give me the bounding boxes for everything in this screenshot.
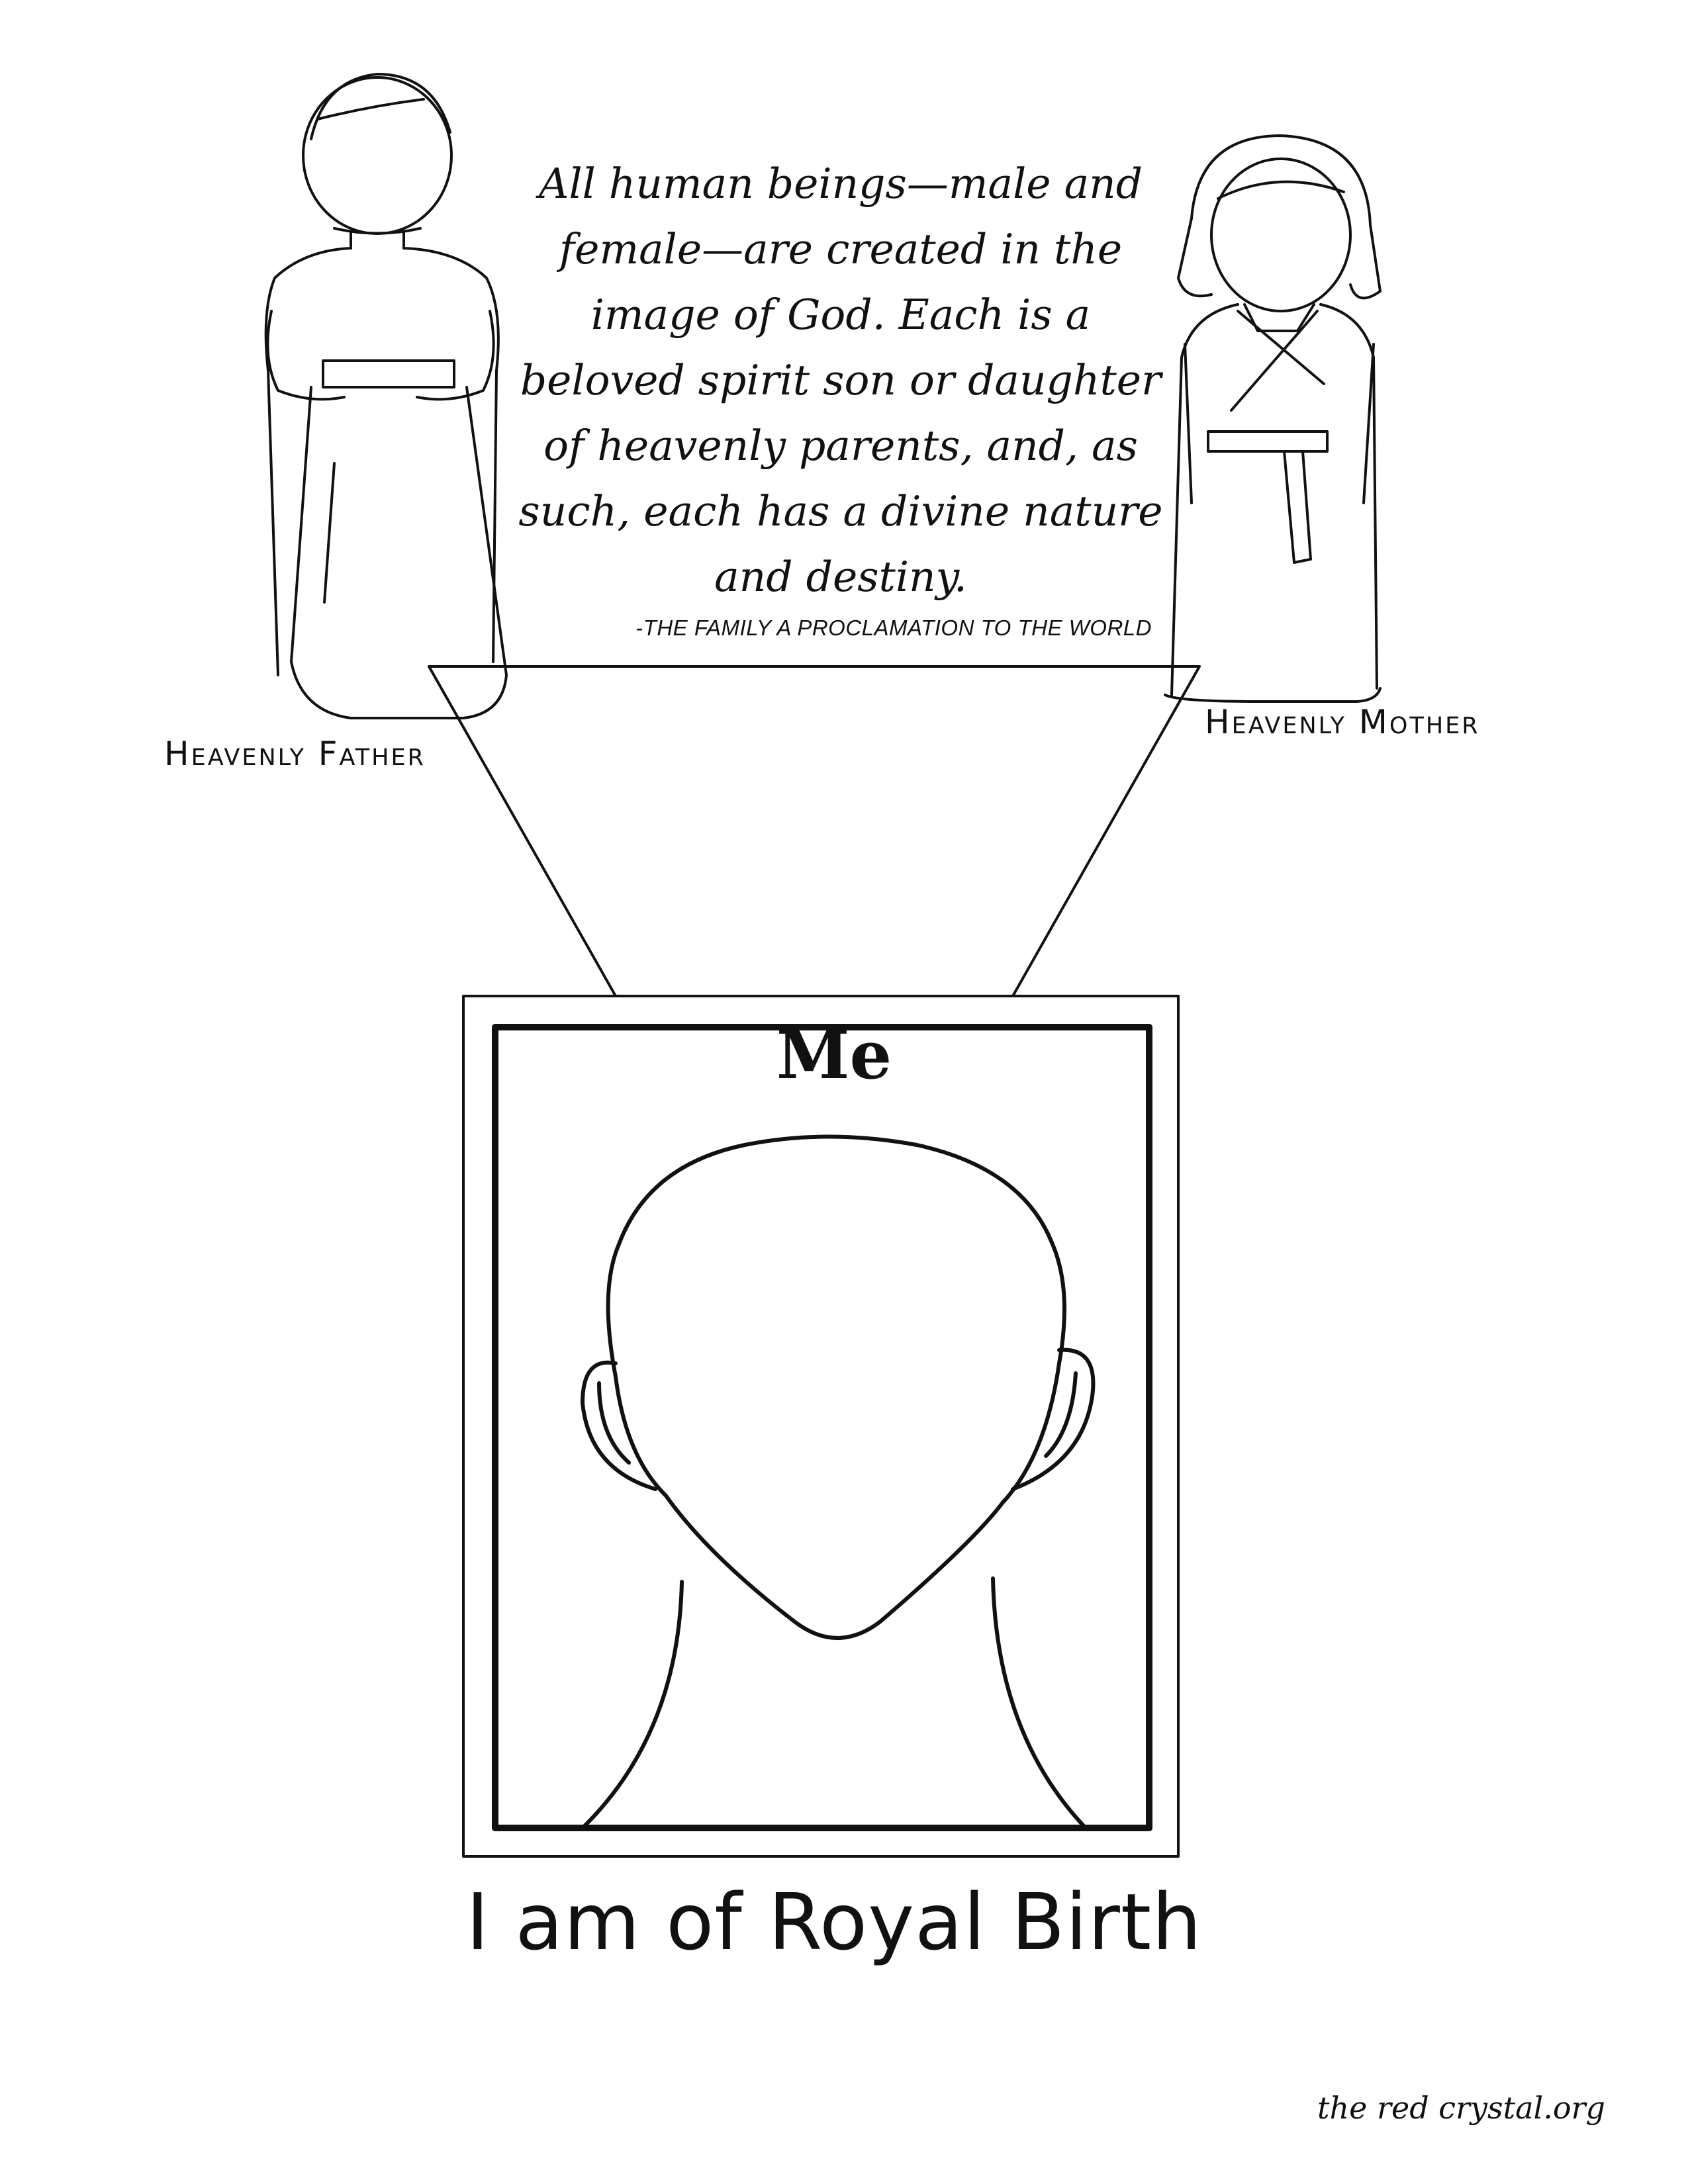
portrait-outer-frame (463, 996, 1178, 1856)
proclamation-quote: All human beings—male and female—are created in the image of God. Each is a beloved spirit son or daughter of heavenly parents, and, as such, each has a divine nature and destiny. (518, 159, 1163, 601)
heavenly-father-figure (266, 74, 506, 718)
portrait-title: Me (776, 1016, 892, 1094)
funnel-shape (429, 666, 1199, 996)
quote-attribution: -THE FAMILY A PROCLAMATION TO THE WORLD (635, 615, 1152, 640)
heavenly-father-label: Heavenly Father (164, 735, 426, 773)
head-silhouette (583, 1137, 1093, 1829)
heavenly-mother-figure (1165, 136, 1380, 702)
website-credit: the red crystal.org (1317, 2090, 1605, 2126)
portrait-inner-frame (495, 1027, 1149, 1828)
page-headline: I am of Royal Birth (466, 1876, 1202, 1968)
heavenly-mother-label: Heavenly Mother (1205, 703, 1480, 741)
